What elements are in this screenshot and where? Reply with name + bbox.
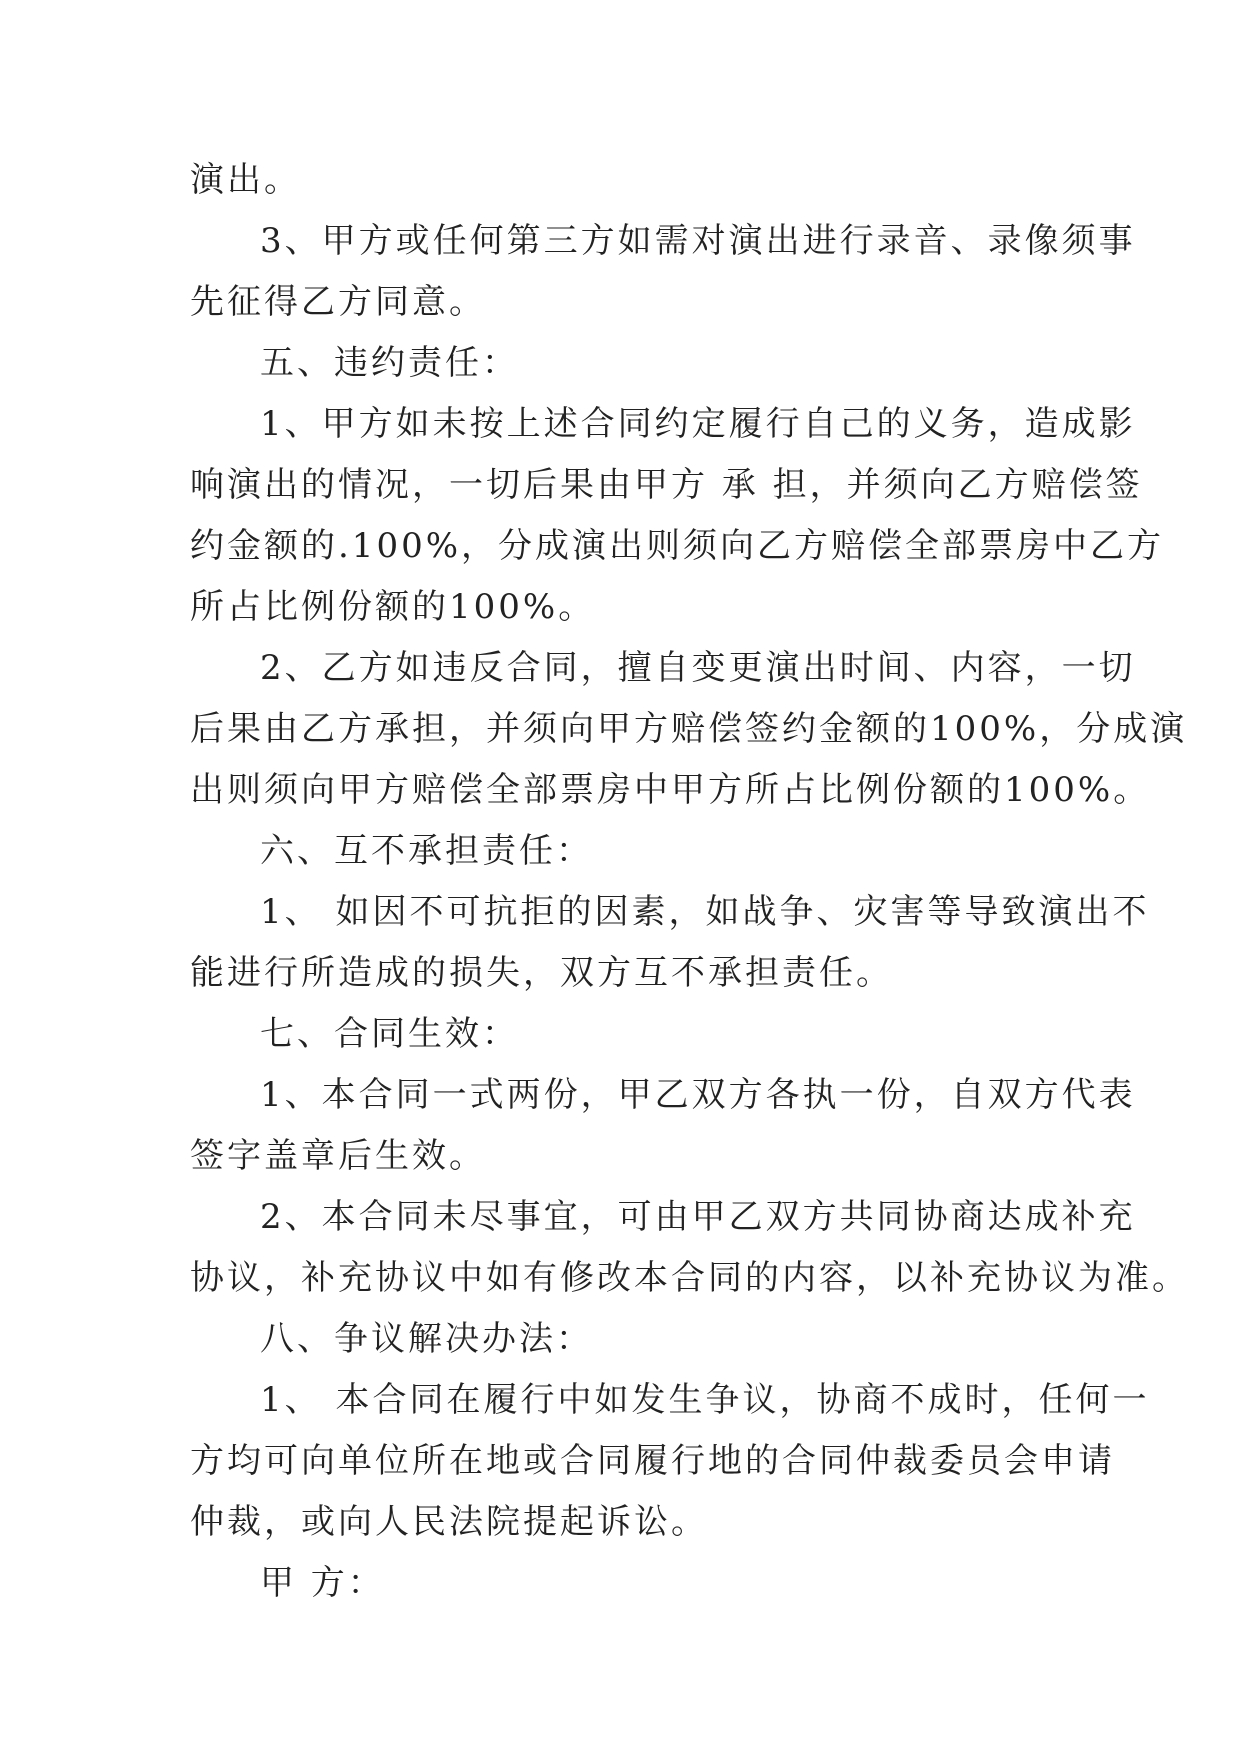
section-heading: 七、合同生效：: [260, 1014, 519, 1054]
text-line: 1、 如因不可抗拒的因素，如战争、灾害等导致演出不: [260, 892, 1150, 932]
section-heading: 五、违约责任：: [260, 343, 519, 383]
text-line: 签字盖章后生效。: [190, 1136, 486, 1176]
text-line: 1、本合同一式两份，甲乙双方各执一份，自双方代表: [260, 1075, 1136, 1115]
section-heading: 八、争议解决办法：: [260, 1319, 593, 1359]
text-line: 出则须向甲方赔偿全部票房中甲方所占比例份额的100%。: [190, 770, 1151, 810]
text-line: 1、甲方如未按上述合同约定履行自己的义务，造成影: [260, 404, 1136, 444]
text-line: 方均可向单位所在地或合同履行地的合同仲裁委员会申请: [190, 1441, 1115, 1481]
text-line: 响演出的情况，一切后果由甲方 承 担，并须向乙方赔偿签: [190, 465, 1143, 505]
text-line: 1、 本合同在履行中如发生争议，协商不成时，任何一: [260, 1380, 1150, 1420]
text-line: 先征得乙方同意。: [190, 282, 486, 322]
text-line: 2、乙方如违反合同，擅自变更演出时间、内容，一切: [260, 648, 1136, 688]
text-line: 后果由乙方承担，并须向甲方赔偿签约金额的100%，分成演: [190, 709, 1188, 749]
text-line: 所占比例份额的100%。: [190, 587, 596, 627]
text-line: 协议，补充协议中如有修改本合同的内容，以补充协议为准。: [190, 1258, 1189, 1298]
text-line: 仲裁，或向人民法院提起诉讼。: [190, 1502, 708, 1542]
text-line: 能进行所造成的损失，双方互不承担责任。: [190, 953, 893, 993]
contract-body: [190, 150, 1189, 1614]
text-line: 演出。: [190, 160, 301, 200]
section-heading: 六、互不承担责任：: [260, 831, 593, 871]
signature-party-a-label: 甲 方：: [260, 1563, 385, 1603]
text-line: 约金额的.100%，分成演出则须向乙方赔偿全部票房中乙方: [190, 526, 1165, 566]
text-line: 2、本合同未尽事宜，可由甲乙双方共同协商达成补充: [260, 1197, 1136, 1237]
text-line: 3、甲方或任何第三方如需对演出进行录音、录像须事: [260, 221, 1136, 261]
